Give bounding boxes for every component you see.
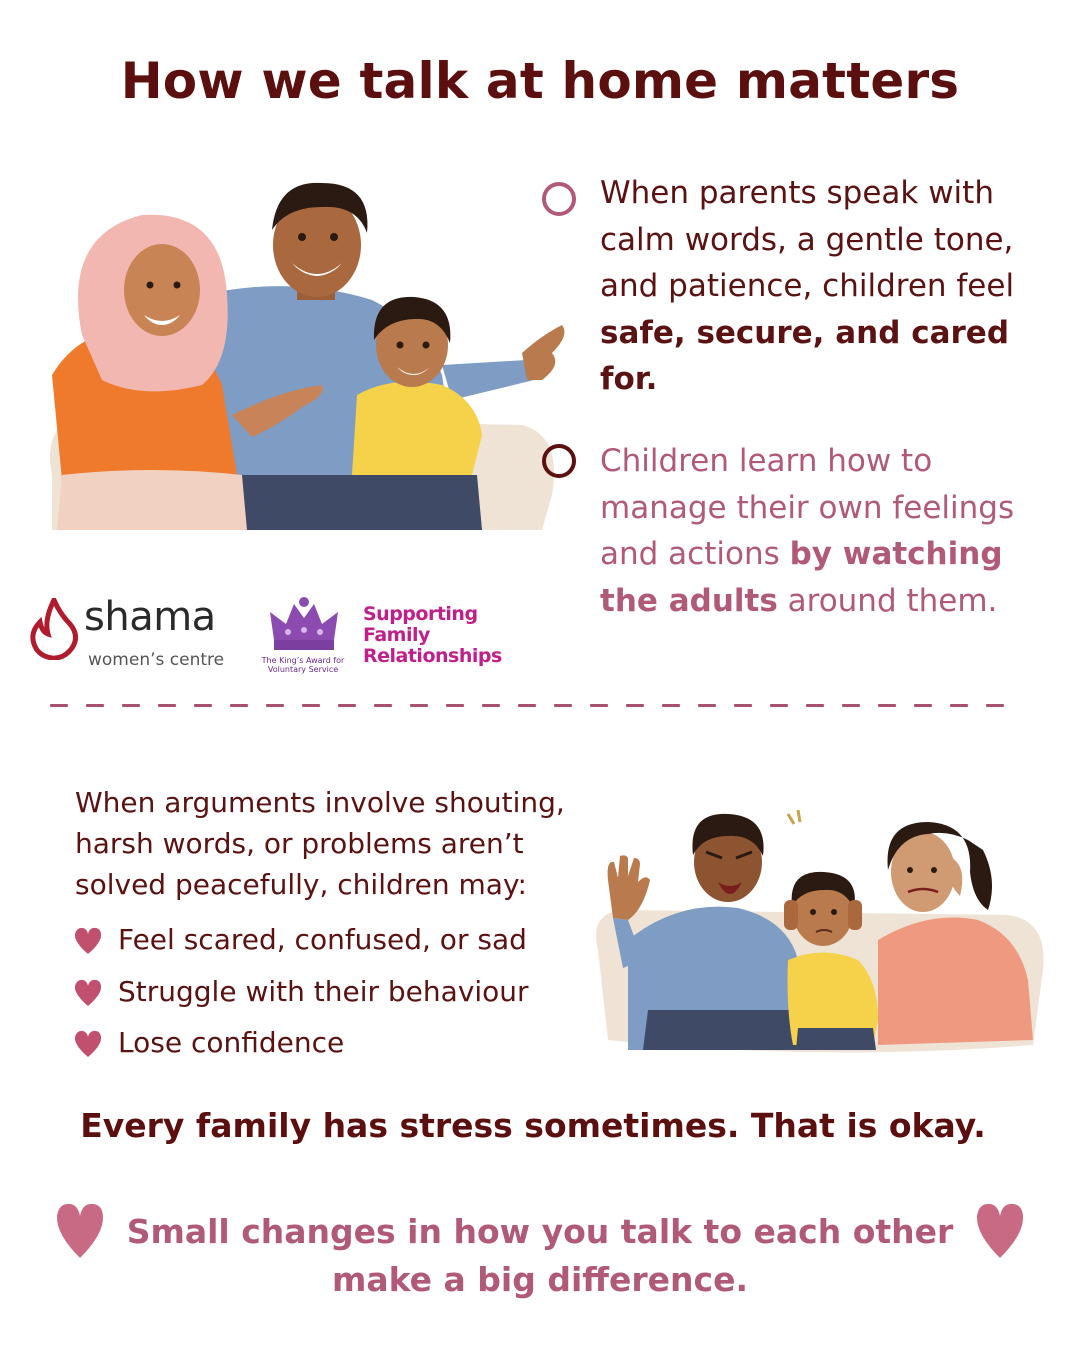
list-item xyxy=(72,1021,592,1073)
bullet-text xyxy=(600,438,1060,624)
sfr-line-3: Relationships xyxy=(363,645,502,667)
bullet-text-bold: safe, secure, and cared for. xyxy=(600,314,1010,397)
list-item xyxy=(72,970,592,1022)
list-item xyxy=(72,918,592,970)
happy-family-illustration xyxy=(22,175,572,535)
bullet-calm-words xyxy=(540,170,1060,403)
heart-bullet-icon xyxy=(72,1029,104,1059)
kings-award-crown-icon xyxy=(266,594,342,656)
stressed-family-illustration xyxy=(588,800,1048,1060)
kings-award-caption: The King’s Award for Voluntary Service xyxy=(261,656,345,674)
bullet-text xyxy=(600,170,1060,403)
bullet-text-regular: Children learn how to manage their own feelings and actions xyxy=(600,443,1015,572)
shama-wordmark: shama xyxy=(84,594,216,640)
page-title: How we talk at home matters xyxy=(120,52,960,110)
stress-statement: Every family has stress sometimes. That is okay. xyxy=(80,1106,986,1145)
shama-flame-icon xyxy=(28,598,80,660)
effect-text: Struggle with their behaviour xyxy=(118,974,529,1008)
sfr-line-2: Family xyxy=(363,624,430,646)
circle-bullet-icon xyxy=(542,444,576,478)
closing-statement: Small changes in how you talk to each other make a big difference. xyxy=(126,1212,954,1299)
partner-logos xyxy=(28,590,508,685)
supporting-family-relationships-logo xyxy=(363,604,523,667)
heart-decoration-right-icon xyxy=(972,1200,1028,1260)
shama-subtitle: women’s centre xyxy=(88,650,225,670)
heart-bullet-icon xyxy=(72,978,104,1008)
bullet-text-regular-end: around them. xyxy=(777,582,998,619)
effect-text: Feel scared, confused, or sad xyxy=(118,923,527,956)
arguments-intro: When arguments involve shouting, harsh words, or problems aren’t solved peacefully, children may: xyxy=(75,786,565,901)
effect-text: Lose confidence xyxy=(118,1026,345,1059)
heart-bullet-icon xyxy=(72,926,104,956)
bullet-text-bold: by watching the adults xyxy=(600,536,1003,619)
bullet-learning-by-watching xyxy=(540,438,1060,624)
circle-bullet-icon xyxy=(542,182,576,216)
effects-list xyxy=(72,918,592,1073)
bullet-text-regular: When parents speak with calm words, a gentle tone, and patience, children feel xyxy=(600,175,1015,304)
dashed-divider xyxy=(50,704,1030,708)
sfr-line-1: Supporting xyxy=(363,603,478,625)
heart-decoration-left-icon xyxy=(52,1200,108,1260)
